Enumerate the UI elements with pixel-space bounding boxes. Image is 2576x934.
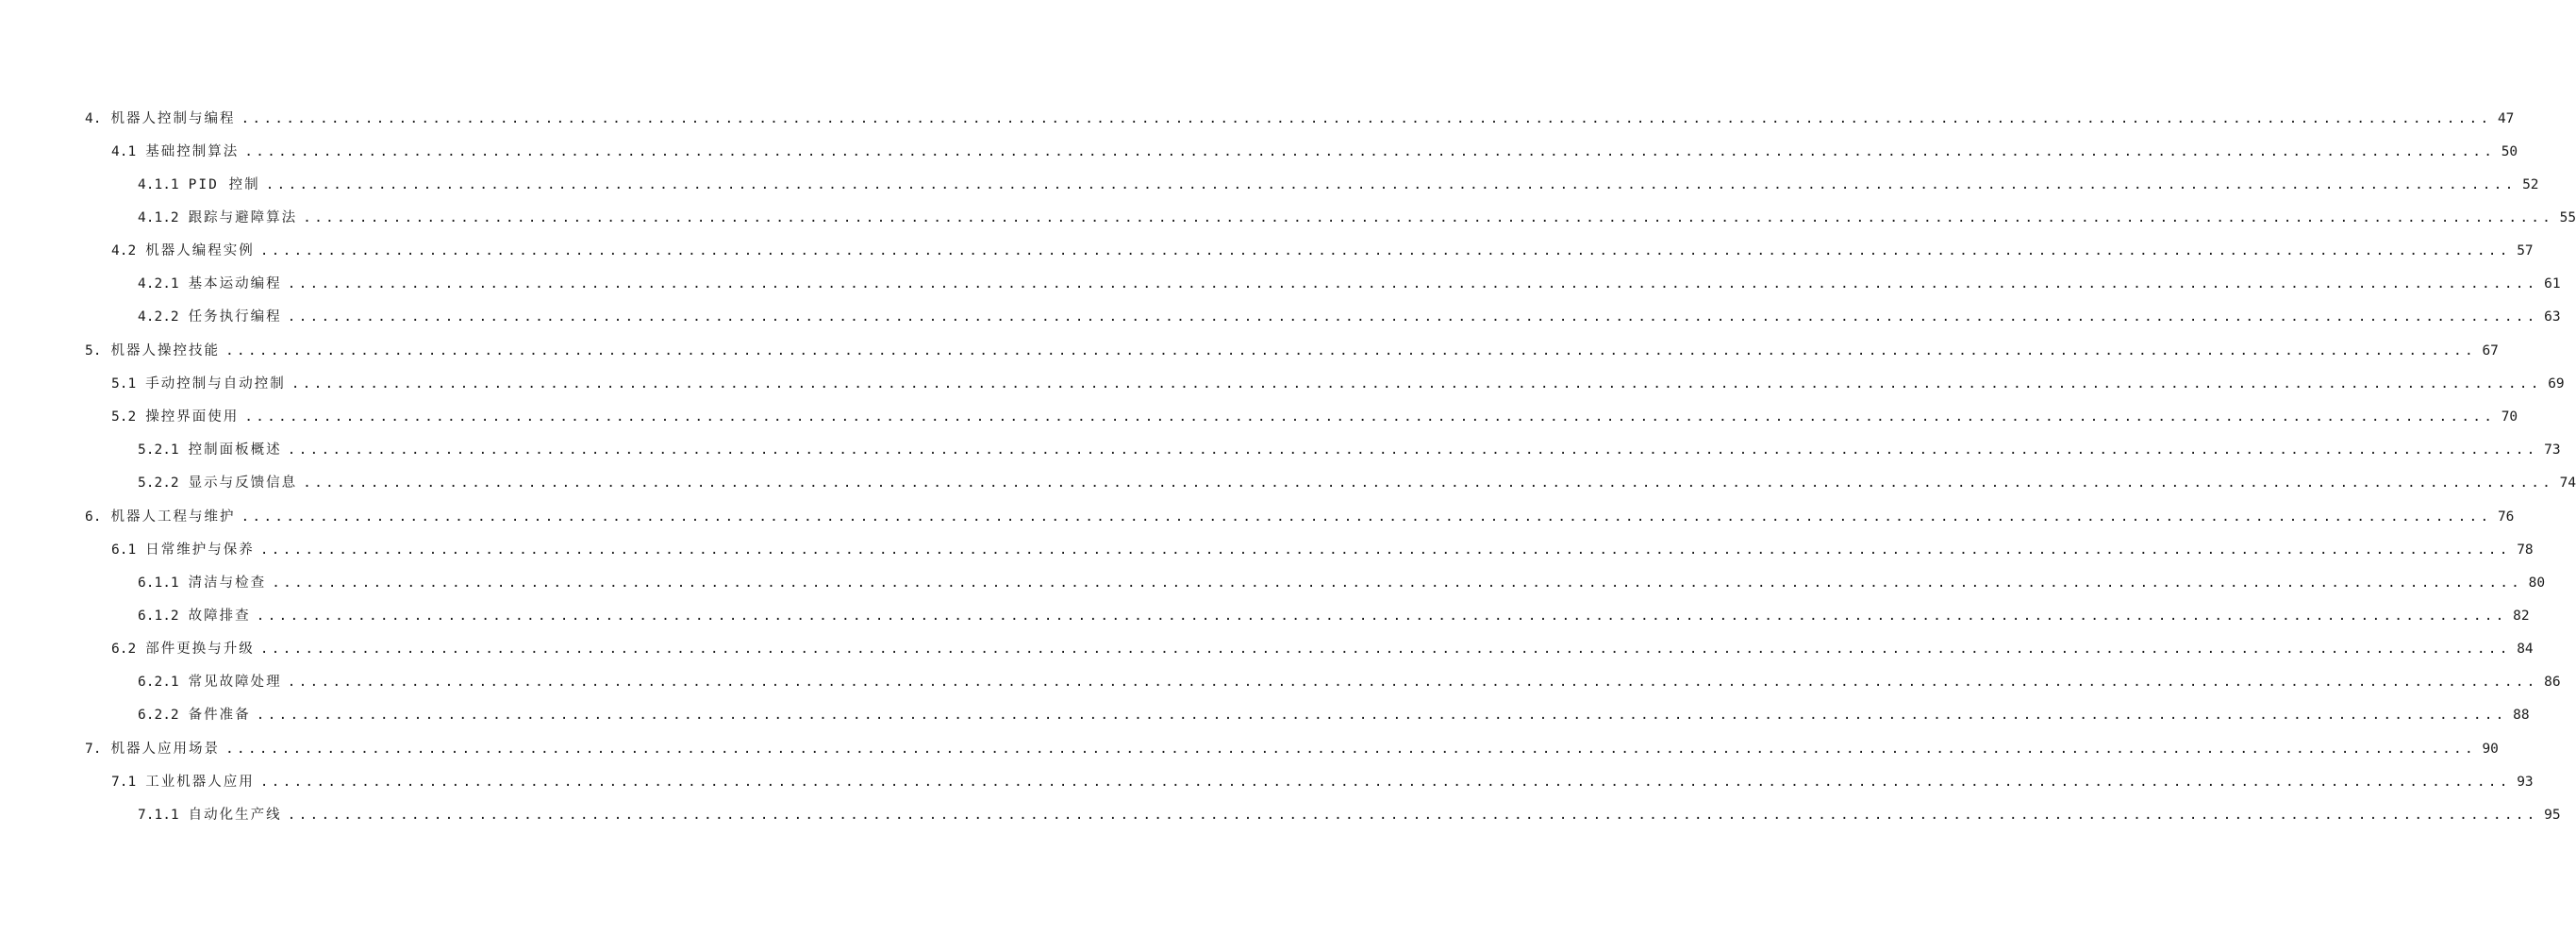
toc-entry[interactable] (111, 540, 2534, 560)
toc-entry-title: 任务执行编程 (188, 309, 282, 325)
toc-dot-leader: ........................................................................................................................................................................................................ (224, 343, 2476, 359)
toc-entry-title: 清洁与检查 (188, 575, 267, 591)
toc-entry[interactable] (111, 142, 2518, 162)
toc-entry-number: 5.2.1 (138, 442, 179, 458)
toc-entry-page-number: 86 (2544, 675, 2561, 690)
toc-dot-leader: ........................................................................................................................................................................................................ (224, 742, 2476, 757)
toc-entry[interactable] (138, 573, 2546, 593)
toc-entry[interactable] (85, 739, 2499, 759)
toc-entry-title: 工业机器人应用 (145, 775, 255, 790)
toc-entry[interactable] (138, 473, 2576, 493)
toc-entry-page-number: 76 (2497, 509, 2515, 525)
toc-dot-leader: ........................................................................................................................................................................................................ (259, 775, 2511, 790)
toc-entry-title: 操控界面使用 (145, 409, 240, 425)
toc-entry-number: 6. (85, 509, 102, 525)
toc-entry-number: 6.1 (111, 542, 137, 558)
toc-entry-number: 4.2.1 (138, 276, 179, 292)
toc-entry-page-number: 73 (2544, 442, 2561, 458)
toc-entry-number: 4.1 (111, 144, 137, 159)
toc-entry-page-number: 90 (2482, 742, 2499, 757)
toc-entry[interactable] (138, 208, 2576, 228)
toc-entry-number: 6.1.2 (138, 609, 179, 624)
toc-entry-title: 备件准备 (188, 708, 251, 723)
toc-entry[interactable] (111, 241, 2534, 261)
toc-dot-leader: ........................................................................................................................................................................................................ (287, 309, 2538, 325)
toc-dot-leader: ........................................................................................................................................................................................................ (287, 808, 2538, 823)
toc-entry-number: 4.1.2 (138, 210, 179, 225)
toc-dot-leader: ........................................................................................................................................................................................................ (241, 111, 2492, 126)
toc-entry-number: 4. (85, 111, 102, 126)
toc-entry[interactable] (138, 606, 2530, 626)
toc-dot-leader: ........................................................................................................................................................................................................ (303, 210, 2554, 225)
toc-entry[interactable] (85, 108, 2515, 129)
toc-entry-number: 5. (85, 343, 102, 359)
toc-entry[interactable] (111, 374, 2565, 394)
toc-entry-number: 7.1 (111, 775, 137, 790)
toc-entry[interactable] (138, 805, 2561, 826)
toc-entry-title: 部件更换与升级 (145, 642, 255, 657)
toc-entry-number: 5.2 (111, 409, 137, 425)
toc-entry-number: 5.1 (111, 376, 137, 392)
toc-entry-number: 4.1.1 (138, 177, 179, 192)
toc-entry-number: 6.2 (111, 642, 137, 657)
toc-entry-page-number: 67 (2482, 343, 2499, 359)
toc-entry-page-number: 52 (2522, 177, 2539, 192)
toc-entry-title: 显示与反馈信息 (188, 475, 298, 491)
toc-entry-page-number: 95 (2544, 808, 2561, 823)
toc-entry[interactable] (138, 705, 2530, 726)
toc-dot-leader: ........................................................................................................................................................................................................ (241, 509, 2492, 525)
toc-entry-title: 手动控制与自动控制 (145, 376, 286, 392)
toc-entry-title: 常见故障处理 (188, 675, 282, 690)
toc-dot-leader: ........................................................................................................................................................................................................ (265, 177, 2517, 192)
toc-entry-title: 日常维护与保养 (145, 542, 255, 558)
toc-dot-leader: ........................................................................................................................................................................................................ (244, 409, 2496, 425)
toc-dot-leader: ........................................................................................................................................................................................................ (244, 144, 2496, 159)
toc-entry-number: 7. (85, 742, 102, 757)
toc-entry-number: 5.2.2 (138, 475, 179, 491)
toc-entry-title: 基础控制算法 (145, 144, 240, 159)
toc-entry[interactable] (138, 274, 2561, 294)
toc-entry-title: 控制面板概述 (188, 442, 282, 458)
toc-dot-leader: ........................................................................................................................................................................................................ (259, 243, 2511, 259)
toc-entry[interactable] (138, 440, 2561, 460)
toc-entry-number: 6.1.1 (138, 575, 179, 591)
toc-dot-leader: ........................................................................................................................................................................................................ (259, 542, 2511, 558)
toc-entry-title: 机器人操控技能 (110, 343, 220, 359)
toc-entry[interactable] (138, 672, 2561, 692)
toc-entry-page-number: 61 (2544, 276, 2561, 292)
toc-entry-number: 4.2.2 (138, 309, 179, 325)
toc-entry-page-number: 80 (2528, 575, 2546, 591)
toc-entry-page-number: 63 (2544, 309, 2561, 325)
toc-entry-title: 机器人工程与维护 (110, 509, 236, 525)
toc-entry[interactable] (111, 772, 2534, 792)
toc-entry-page-number: 47 (2497, 111, 2515, 126)
toc-entry-page-number: 55 (2559, 210, 2576, 225)
toc-entry-title: 自动化生产线 (188, 808, 282, 823)
toc-dot-leader: ........................................................................................................................................................................................................ (287, 442, 2538, 458)
toc-entry-title: 跟踪与避障算法 (188, 210, 298, 225)
toc-entry[interactable] (138, 307, 2561, 327)
toc-entry-page-number: 57 (2517, 243, 2534, 259)
toc-dot-leader: ........................................................................................................................................................................................................ (272, 575, 2523, 591)
toc-entry-title: 故障排查 (188, 609, 251, 624)
toc-dot-leader: ........................................................................................................................................................................................................ (287, 276, 2538, 292)
toc-entry-title: 机器人编程实例 (145, 243, 255, 259)
toc-entry-page-number: 50 (2501, 144, 2518, 159)
toc-entry[interactable] (85, 341, 2499, 361)
toc-dot-leader: ........................................................................................................................................................................................................ (303, 475, 2554, 491)
toc-dot-leader: ........................................................................................................................................................................................................ (256, 708, 2507, 723)
toc-entry-page-number: 69 (2548, 376, 2565, 392)
toc-entry-title: 机器人控制与编程 (110, 111, 236, 126)
toc-entry-number: 6.2.1 (138, 675, 179, 690)
toc-dot-leader: ........................................................................................................................................................................................................ (259, 642, 2511, 657)
toc-entry-page-number: 88 (2513, 708, 2530, 723)
toc-entry[interactable] (138, 175, 2539, 195)
toc-dot-leader: ........................................................................................................................................................................................................ (256, 609, 2507, 624)
toc-entry-title: PID 控制 (188, 177, 260, 192)
toc-entry-title: 基本运动编程 (188, 276, 282, 292)
toc-dot-leader: ........................................................................................................................................................................................................ (291, 376, 2542, 392)
toc-entry[interactable] (85, 507, 2515, 527)
toc-entry-number: 6.2.2 (138, 708, 179, 723)
toc-entry-page-number: 93 (2517, 775, 2534, 790)
toc-entry[interactable] (111, 407, 2518, 427)
toc-entry-page-number: 74 (2559, 475, 2576, 491)
toc-entry-page-number: 84 (2517, 642, 2534, 657)
toc-entry-page-number: 78 (2517, 542, 2534, 558)
toc-entry-page-number: 82 (2513, 609, 2530, 624)
toc-entry-title: 机器人应用场景 (110, 742, 220, 757)
toc-entry-page-number: 70 (2501, 409, 2518, 425)
toc-entry-number: 7.1.1 (138, 808, 179, 823)
toc-entry-number: 4.2 (111, 243, 137, 259)
toc-dot-leader: ........................................................................................................................................................................................................ (287, 675, 2538, 690)
toc-entry[interactable] (111, 639, 2534, 659)
